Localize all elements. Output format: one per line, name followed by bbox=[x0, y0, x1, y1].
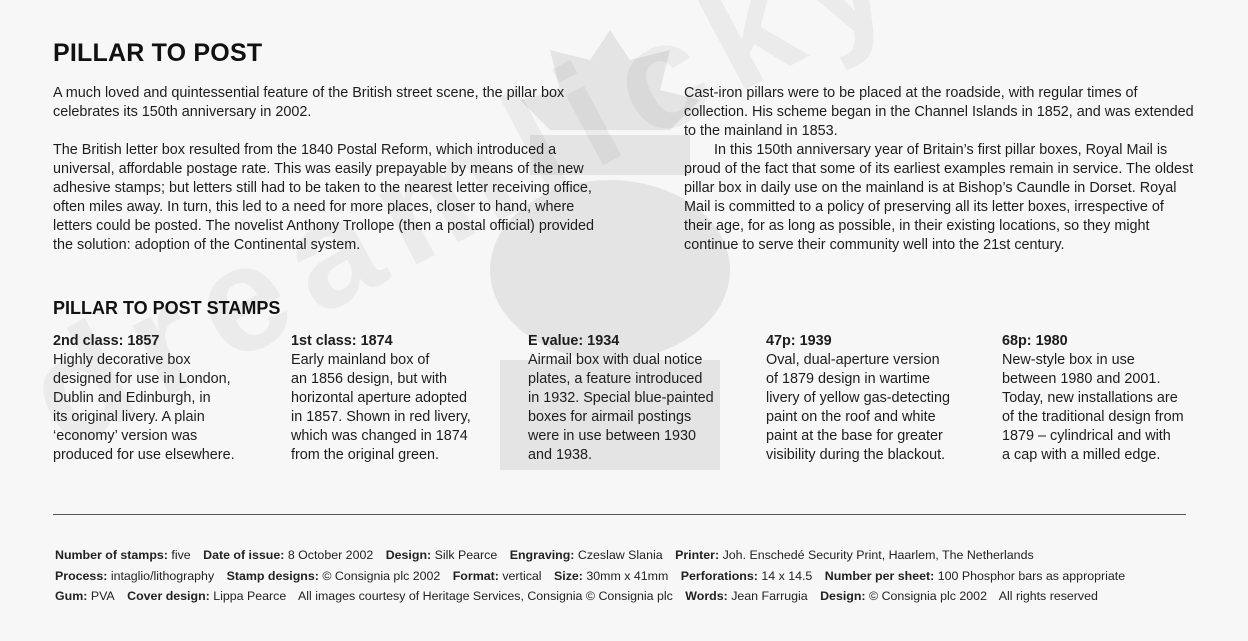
spec-label: Process: bbox=[55, 568, 108, 583]
intro-paragraph-4: In this 150th anniversary year of Britain’s first pillar boxes, Royal Mail is proud of the fact that some of its earliest examples remain in service. The oldest pillar box in daily use on the mainland is at Bishop’s Caundle in Dorset. Royal Mail is committed to a policy of preserving all its letter boxes, irrespective of their age, for as long as possible, in their existing locations, so they might continue to serve their community well into the 21st century. bbox=[684, 142, 1194, 253]
spec-value: Czeslaw Slania bbox=[577, 548, 663, 562]
intro-paragraph-2: The British letter box resulted from the 1840 Postal Reform, which introduced a universal, affordable postage rate. This was easily prepayable by means of the new adhesive stamps; but letters still had to be taken to the nearest letter receiving office, often miles away. In turn, this led to a need for more places, closer to hand, where letters could be posted. The novelist Anthony Trollope (then a postal official) provided the solution: adoption of the Continental system. bbox=[53, 142, 595, 253]
technical-details bbox=[55, 545, 1134, 607]
spec-item bbox=[227, 569, 441, 583]
spec-label: Perforations: bbox=[680, 568, 758, 583]
stamp-title: E value: 1934 bbox=[528, 333, 620, 349]
page-title: PILLAR TO POST bbox=[53, 39, 263, 67]
spec-label: Number per sheet: bbox=[824, 568, 935, 583]
spec-item bbox=[55, 569, 214, 583]
spec-label: Printer: bbox=[675, 548, 720, 562]
spec-label: Date of issue: bbox=[203, 548, 285, 562]
spec-value: 8 October 2002 bbox=[287, 548, 374, 562]
spec-item bbox=[453, 569, 542, 583]
spec-value: 100 Phosphor bars as appropriate bbox=[937, 568, 1126, 583]
spec-item bbox=[55, 589, 115, 603]
spec-label: Design: bbox=[820, 589, 866, 603]
spec-value: five bbox=[171, 548, 191, 562]
spec-line-1 bbox=[55, 545, 1134, 566]
stamp-title: 2nd class: 1857 bbox=[53, 333, 160, 349]
stamp-title: 47p: 1939 bbox=[766, 333, 832, 349]
stamp-e-value bbox=[528, 332, 748, 465]
stamp-2nd-class bbox=[53, 332, 273, 465]
spec-label: Cover design: bbox=[127, 589, 210, 603]
spec-value: © Consignia plc 2002 bbox=[869, 589, 987, 603]
spec-value: PVA bbox=[90, 589, 115, 603]
spec-item bbox=[685, 589, 807, 603]
spec-value: 14 x 14.5 bbox=[761, 568, 813, 583]
stamp-description: New-style box in use between 1980 and 2001. Today, new installations are of the traditional design from 1879 – cylindrical and with a cap with a milled edge. bbox=[1002, 352, 1184, 463]
spec-label: Number of stamps: bbox=[55, 548, 168, 562]
spec-label: Design: bbox=[385, 548, 432, 562]
spec-label: Engraving: bbox=[509, 548, 575, 562]
spec-label: Stamp designs: bbox=[226, 568, 319, 583]
spec-label: Format: bbox=[452, 568, 499, 583]
spec-value: Jean Farrugia bbox=[731, 589, 808, 603]
intro-left-column bbox=[53, 84, 598, 255]
spec-value: All rights reserved bbox=[998, 589, 1098, 603]
spec-value: Joh. Enschedé Security Print, Haarlem, The Netherlands bbox=[722, 548, 1034, 562]
stamp-title: 1st class: 1874 bbox=[291, 333, 393, 349]
intro-paragraph-3: Cast-iron pillars were to be placed at the roadside, with regular times of collection. His scheme began in the Channel Islands in 1852, and was extended to the mainland in 1853. bbox=[684, 85, 1194, 139]
intro-right-column bbox=[684, 84, 1194, 255]
spec-item bbox=[681, 569, 813, 583]
spec-label: Size: bbox=[554, 568, 583, 583]
stamp-1st-class bbox=[291, 332, 511, 465]
stamp-47p bbox=[766, 332, 986, 465]
intro-paragraph-1: A much loved and quintessential feature of the British street scene, the pillar box celebrates its 150th anniversary in 2002. bbox=[53, 85, 565, 120]
spec-value: intaglio/lithography bbox=[110, 568, 215, 583]
spec-item bbox=[386, 548, 498, 562]
spec-item bbox=[820, 589, 987, 603]
stamp-description: Oval, dual-aperture version of 1879 design in wartime livery of yellow gas-detecting paint on the roof and white paint at the base for greater visibility during the blackout. bbox=[766, 352, 950, 463]
spec-item bbox=[675, 548, 1034, 562]
spec-label: Words: bbox=[685, 589, 728, 603]
spec-value: All images courtesy of Heritage Services, Consignia © Consignia plc bbox=[298, 589, 673, 603]
spec-item bbox=[127, 589, 286, 603]
stamp-title: 68p: 1980 bbox=[1002, 333, 1068, 349]
spec-item bbox=[55, 548, 191, 562]
divider-line bbox=[53, 514, 1186, 515]
stamps-heading: PILLAR TO POST STAMPS bbox=[53, 298, 281, 318]
spec-item bbox=[825, 569, 1125, 583]
spec-line-2 bbox=[55, 566, 1134, 587]
stamp-description: Highly decorative box designed for use in London, Dublin and Edinburgh, in its original livery. A plain ‘economy’ version was produced for use elsewhere. bbox=[53, 352, 235, 463]
spec-value: Silk Pearce bbox=[434, 548, 498, 562]
spec-item bbox=[298, 589, 673, 603]
spec-value: vertical bbox=[502, 568, 542, 583]
spec-item bbox=[999, 589, 1098, 603]
spec-item bbox=[203, 548, 373, 562]
spec-line-3 bbox=[55, 586, 1134, 607]
stamp-68p bbox=[1002, 332, 1217, 465]
spec-value: Lippa Pearce bbox=[213, 589, 287, 603]
stamp-description: Early mainland box of an 1856 design, but with horizontal aperture adopted in 1857. Shown in red livery, which was changed in 1874 from the original green. bbox=[291, 352, 471, 463]
spec-value: © Consignia plc 2002 bbox=[322, 568, 441, 583]
spec-value: 30mm x 41mm bbox=[586, 568, 669, 583]
spec-item bbox=[510, 548, 663, 562]
spec-item bbox=[554, 569, 668, 583]
spec-label: Gum: bbox=[55, 589, 88, 603]
stamp-description: Airmail box with dual notice plates, a feature introduced in 1932. Special blue-painted boxes for airmail postings were in use between 1930 and 1938. bbox=[528, 352, 714, 463]
